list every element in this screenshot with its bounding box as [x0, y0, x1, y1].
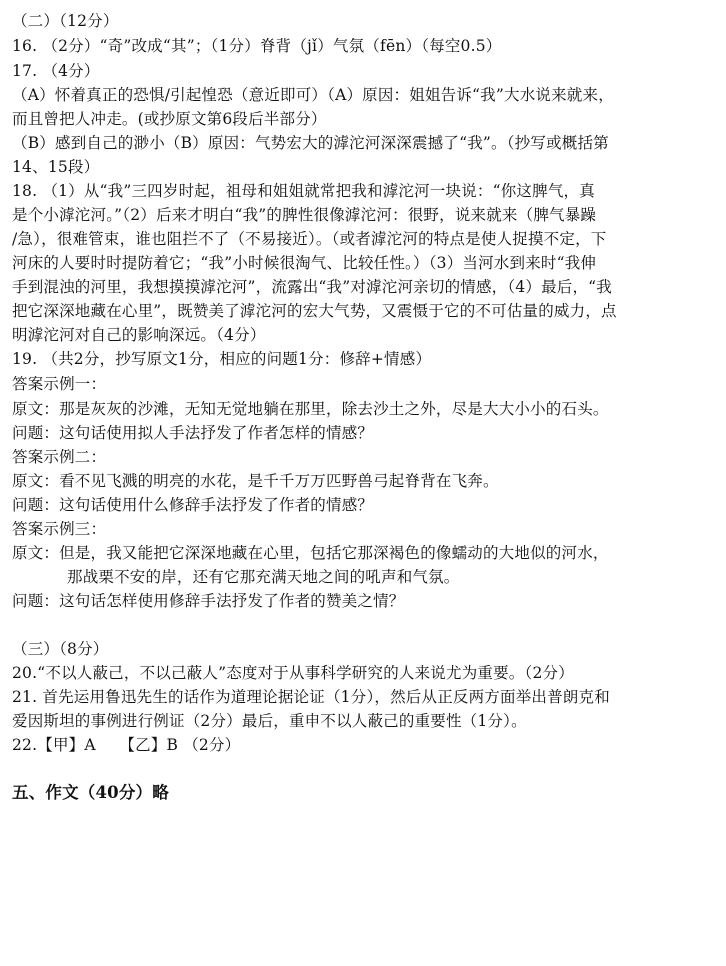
example2-label: 答案示例二： — [12, 448, 107, 466]
q18-line2: 是个小滹沱河。”（2）后来才明白“我”的脾性很像滹沱河：很野，说来就来（脾气暴躁 — [12, 206, 597, 224]
q18-line5: 手到混浊的河里，我想摸摸滹沱河”，流露出“我”对滹沱河亲切的情感，（4）最后，“我 — [12, 278, 613, 296]
example3-text-line1: 原文：但是，我又能把它深深地藏在心里，包括它那深褐色的像蠕动的大地似的河水， — [12, 544, 609, 562]
q16-answer: 16. （2分）“奇”改成“其”；（1分）脊背（jǐ）气氛（fēn）（每空0.5） — [12, 37, 502, 55]
q17-answer-b-line1: （B）感到自己的渺小（B）原因：气势宏大的滹沱河深深震撼了“我”。（抄写或概括第 — [12, 134, 609, 152]
example3-label: 答案示例三： — [12, 520, 107, 538]
q17-heading: 17. （4分） — [12, 62, 100, 80]
section2-heading: （二）（12分） — [12, 12, 119, 30]
q18-line1: 18. （1）从“我”三四岁时起，祖母和姐姐就常把我和滹沱河一块说：“你这脾气，真 — [12, 182, 595, 200]
example2-question: 问题：这句话使用什么修辞手法抒发了作者的情感？ — [12, 496, 374, 514]
q17-answer-b-line2: 14、15段） — [12, 158, 100, 176]
section3-heading: （三）（8分） — [12, 640, 109, 658]
q22-answer: 22.【甲】A 【乙】B （2分） — [12, 736, 241, 754]
example1-question: 问题：这句话使用拟人手法抒发了作者怎样的情感？ — [12, 424, 374, 442]
q18-line6: 把它深深地藏在心里”，既赞美了滹沱河的宏大气势，又震慑于它的不可估量的威力，点 — [12, 302, 617, 320]
q18-line3: /急），很难管束，谁也阻拦不了（不易接近）。（或者滹沱河的特点是使人捉摸不定，下 — [12, 230, 607, 248]
q18-line4: 河床的人要时时提防着它；“我”小时候很淘气、比较任性。）（3）当河水到来时“我伸 — [12, 254, 597, 272]
q21-line2: 爱因斯坦的事例进行例证（2分）最后，重申不以人蔽己的重要性（1分）。 — [12, 712, 527, 730]
q20-answer: 20.“不以人蔽己，不以己蔽人”态度对于从事科学研究的人来说尤为重要。（2分） — [12, 664, 574, 682]
q21-line1: 21. 首先运用鲁迅先生的话作为道理论据论证（1分），然后从正反两方面举出普朗克和 — [12, 688, 610, 706]
section5-heading: 五、作文（40分）略 — [12, 783, 169, 802]
q17-answer-a-line1: （A）怀着真正的恐惧/引起惶恐（意近即可）（A）原因：姐姐告诉“我”大水说来就来， — [12, 86, 614, 104]
example3-text-line2: 那战栗不安的岸，还有它那充满天地之间的吼声和气氛。 — [67, 568, 460, 586]
example1-label: 答案示例一： — [12, 375, 107, 393]
example3-question: 问题：这句话怎样使用修辞手法抒发了作者的赞美之情？ — [12, 592, 405, 610]
q17-answer-a-line2: 而且曾把人冲走。(或抄原文第6段后半部分） — [12, 110, 327, 128]
example2-text: 原文：看不见飞溅的明亮的水花，是千千万万匹野兽弓起脊背在飞奔。 — [12, 472, 499, 490]
q19-heading: 19. （共2分，抄写原文1分，相应的问题1分：修辞+情感） — [12, 350, 432, 368]
example1-text: 原文：那是灰灰的沙滩，无知无觉地躺在那里，除去沙土之外，尽是大大小小的石头。 — [12, 400, 609, 418]
q18-line7: 明滹沱河对自己的影响深远。（4分） — [12, 326, 266, 344]
